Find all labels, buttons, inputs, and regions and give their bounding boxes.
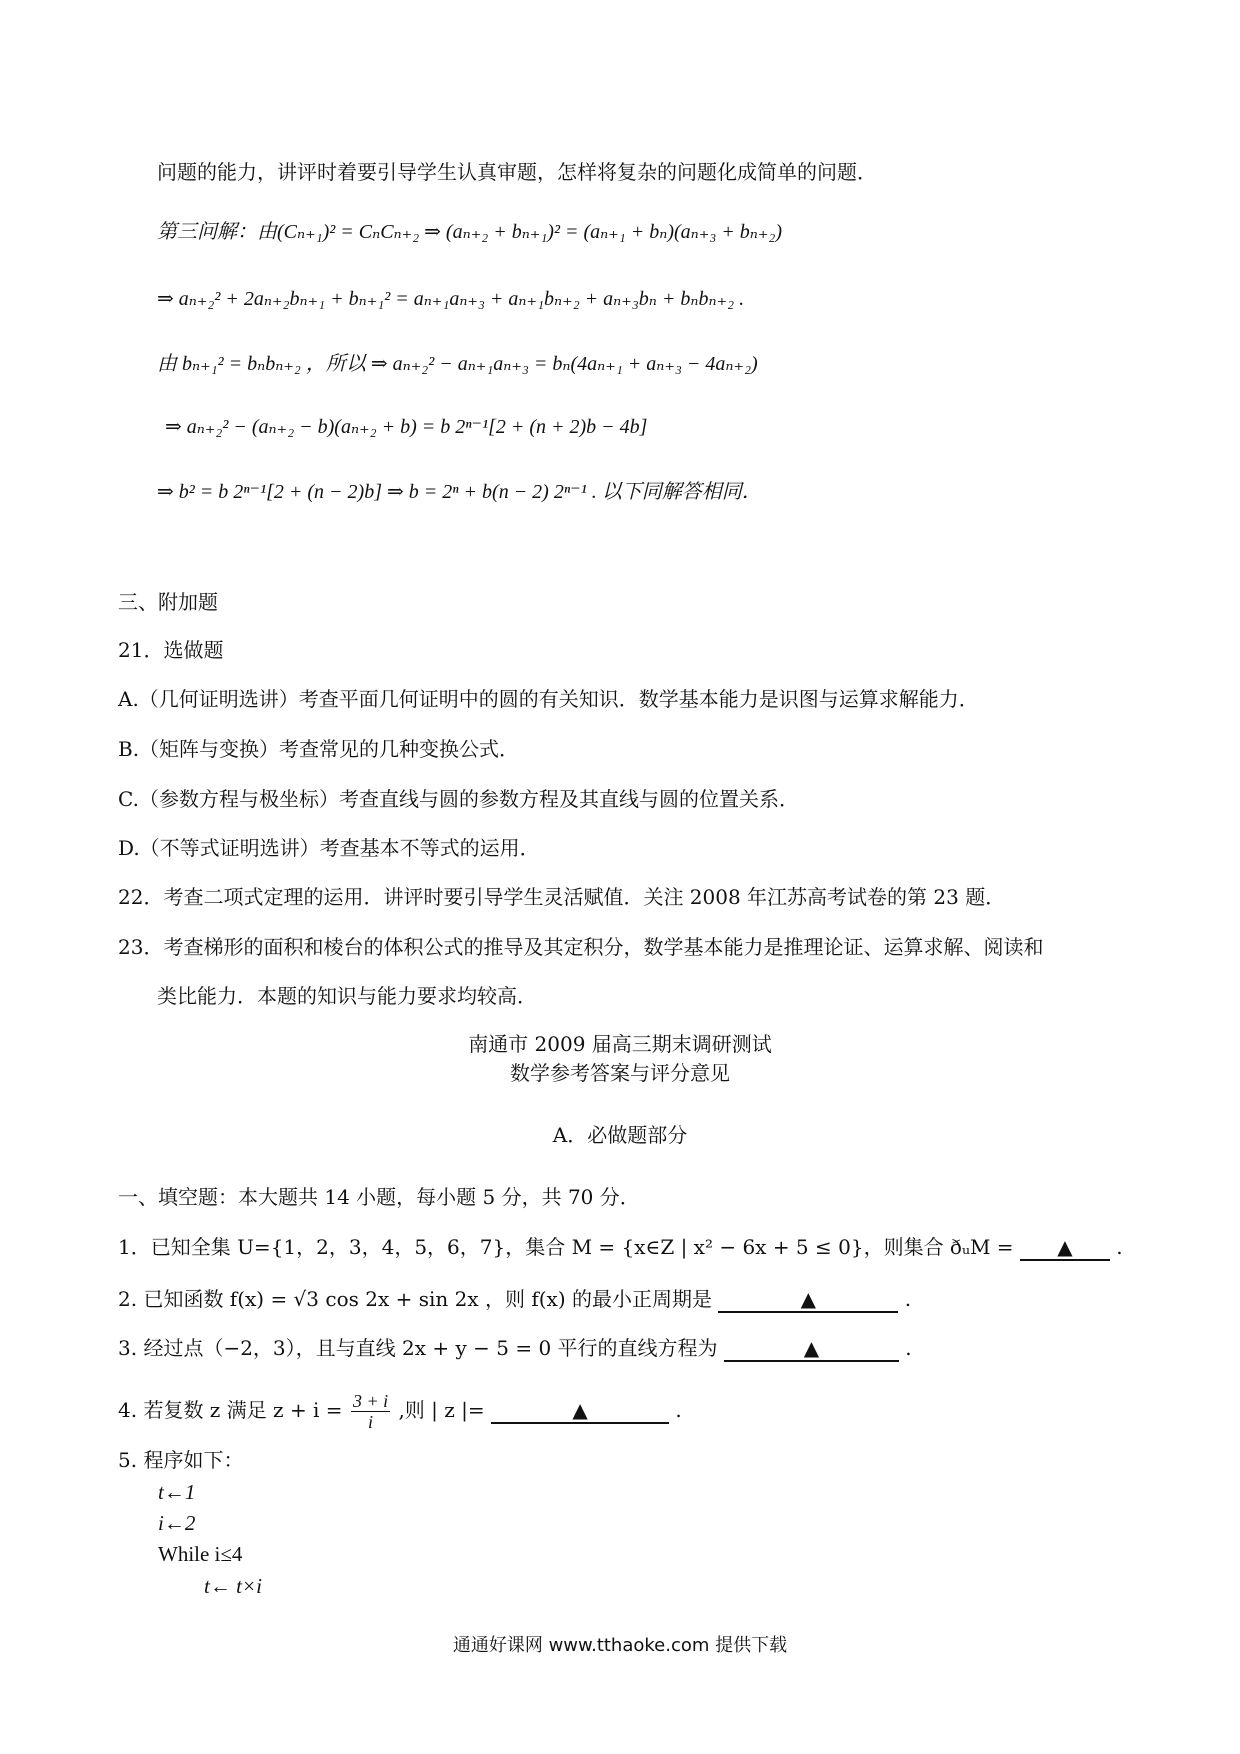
- answer-blank-1: [1020, 1235, 1110, 1261]
- answer-blank-2: [718, 1287, 898, 1313]
- solution-line-6: ⇒ b² = b 2ⁿ⁻¹[2 + (n − 2)b] ⇒ b = 2ⁿ + b(n − 2) 2ⁿ⁻¹ . 以下同解答相同．: [157, 481, 762, 503]
- fraction-numerator: 3 + i: [352, 1391, 389, 1411]
- program-line-4: t← t×i: [204, 1574, 262, 1598]
- question-5: 5. 程序如下：: [118, 1448, 244, 1472]
- question-4-text: 4. 若复数 z 满足 z + i =: [118, 1398, 343, 1422]
- question-21-d: D.（不等式证明选讲）考查基本不等式的运用．: [118, 836, 540, 860]
- question-21-c: C.（参数方程与极坐标）考查直线与圆的参数方程及其直线与圆的位置关系．: [118, 787, 799, 811]
- question-23-line-1: 23．考查梯形的面积和棱台的体积公式的推导及其定积分，数学基本能力是推理论证、运算求解、阅读和: [118, 935, 1044, 959]
- fill-in-section-heading: 一、填空题：本大题共 14 小题，每小题 5 分，共 70 分．: [118, 1185, 640, 1209]
- solution-line-4: 由 bₙ₊₁² = bₙbₙ₊₂ ，所以 ⇒ aₙ₊₂² − aₙ₊₁aₙ₊₃ = bₙ(4aₙ₊₁ + aₙ₊₃ − 4aₙ₊₂): [157, 353, 758, 375]
- question-3-text: 3. 经过点（−2，3），且与直线 2x + y − 5 = 0 平行的直线方程为: [118, 1336, 718, 1360]
- solution-line-1: 问题的能力，讲评时着要引导学生认真审题，怎样将复杂的问题化成简单的问题．: [157, 160, 877, 184]
- exam-part: A．必做题部分: [552, 1123, 688, 1147]
- section3-heading: 三、附加题: [118, 590, 218, 614]
- question-21-b: B.（矩阵与变换）考查常见的几种变换公式．: [118, 737, 520, 761]
- question-21-a: A.（几何证明选讲）考查平面几何证明中的圆的有关知识．数学基本能力是识图与运算求解能力．: [118, 687, 979, 711]
- program-line-3: While i≤4: [158, 1542, 243, 1566]
- fraction-denominator: i: [368, 1412, 374, 1432]
- exam-subtitle: 数学参考答案与评分意见: [510, 1061, 730, 1085]
- page-footer: 通通好课网 www.tthaoke.com 提供下载: [452, 1635, 788, 1656]
- answer-blank-4: [491, 1398, 669, 1424]
- question-3: 3. 经过点（−2，3），且与直线 2x + y − 5 = 0 平行的直线方程为 ▲ .: [118, 1336, 912, 1360]
- question-22: 22．考查二项式定理的运用．讲评时要引导学生灵活赋值．关注 2008 年江苏高考试卷的第 23 题．: [118, 885, 1006, 909]
- marker-icon: ▲: [800, 1287, 817, 1311]
- question-4: 4. 若复数 z 满足 z + i = $\frac{3 + i}{i}$ ,则 | z |= ▲ .: [118, 1391, 682, 1432]
- question-21: 21．选做题: [118, 638, 224, 662]
- solution-line-5: ⇒ aₙ₊₂² − (aₙ₊₂ − b)(aₙ₊₂ + b) = b 2ⁿ⁻¹[2 + (n + 2)b − 4b]: [165, 416, 648, 438]
- question-4-suffix: ,则 | z |=: [398, 1398, 485, 1422]
- solution-line-2: 第三问解：由(Cₙ₊₁)² = CₙCₙ₊₂ ⇒ (aₙ₊₂ + bₙ₊₁)² = (aₙ₊₁ + bₙ)(aₙ₊₃ + bₙ₊₂): [157, 221, 783, 243]
- marker-icon: ▲: [1057, 1235, 1073, 1259]
- program-line-1: t←1: [158, 1480, 196, 1504]
- answer-blank-3: [724, 1336, 899, 1362]
- program-line-2: i←2: [158, 1511, 196, 1535]
- question-1: 1．已知全集 U={1，2，3，4，5，6，7}，集合 M = {x∈Z | x² − 6x + 5 ≤ 0}，则集合 ðᵤM = ▲ .: [118, 1235, 1123, 1259]
- question-2-text: 2. 已知函数 f(x) = √3 cos 2x + sin 2x ，则 f(x) 的最小正周期是: [118, 1287, 712, 1311]
- question-1-text: 1．已知全集 U={1，2，3，4，5，6，7}，集合 M = {x∈Z | x² − 6x + 5 ≤ 0}，则集合 ðᵤM =: [118, 1235, 1014, 1259]
- marker-icon: ▲: [572, 1398, 588, 1422]
- marker-icon: ▲: [803, 1336, 820, 1360]
- question-2: 2. 已知函数 f(x) = √3 cos 2x + sin 2x ，则 f(x) 的最小正周期是 ▲ .: [118, 1287, 912, 1311]
- solution-line-3: ⇒ aₙ₊₂² + 2aₙ₊₂bₙ₊₁ + bₙ₊₁² = aₙ₊₁aₙ₊₃ + aₙ₊₁bₙ₊₂ + aₙ₊₃bₙ + bₙbₙ₊₂ .: [157, 288, 745, 310]
- exam-title: 南通市 2009 届高三期末调研测试: [468, 1032, 772, 1056]
- question-23-line-2: 类比能力．本题的知识与能力要求均较高．: [157, 984, 537, 1008]
- question-4-fraction: [351, 1391, 390, 1432]
